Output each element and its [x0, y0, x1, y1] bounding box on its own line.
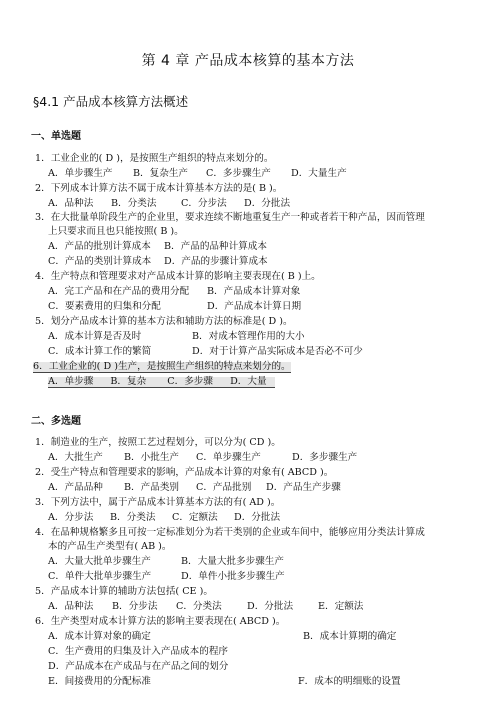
option: B．小批生产	[124, 452, 180, 463]
option: B．分类法	[111, 198, 157, 209]
option: A．品种法	[48, 601, 94, 612]
option: C．分步法	[181, 198, 227, 209]
option: A．大量大批单步骤生产	[48, 556, 151, 567]
option: E．定额法	[318, 601, 364, 612]
option: C．单件大批单步骤生产	[48, 571, 152, 582]
question: 1．制造业的生产，按照工艺过程划分，可以分为( CD )。	[35, 437, 281, 448]
question-continued: 本的产品生产类型有( AB )。	[48, 541, 172, 552]
option: D．大量	[230, 376, 267, 387]
question: 6．生产类型对成本计算方法的影响主要表现在( ABCD )。	[35, 616, 286, 627]
option: D．分批法	[244, 198, 291, 209]
option: F．成本的明细账的设置	[298, 676, 401, 687]
option: A．分步法	[48, 512, 94, 523]
question: 2．受生产特点和管理要求的影响，产品成本计算的对象有( ABCD )。	[35, 467, 334, 478]
option-row-highlighted	[48, 377, 275, 388]
option: C．多步骤	[167, 376, 213, 387]
option: C．成本计算工作的繁简	[48, 346, 152, 357]
single-choice-heading: 一、单选题	[31, 131, 81, 142]
option: A．大批生产	[48, 452, 103, 463]
option: C．定额法	[172, 512, 218, 523]
option: B．分步法	[112, 601, 158, 612]
option: C．产品批别	[196, 482, 252, 493]
option: D．产品成本在产成品与在产品之间的划分	[48, 661, 229, 672]
option: C．要素费用的归集和分配	[48, 301, 161, 312]
option: B．产品的品种计算成本	[164, 241, 267, 252]
option: D．分批法	[247, 601, 294, 612]
option: D．产品的步骤计算成本	[164, 256, 268, 267]
question-continued: 上只要求而且也只能按照( B )。	[48, 226, 184, 237]
option: B．复杂生产	[133, 168, 189, 179]
question: 4．生产特点和管理要求对产品成本计算的影响主要表现在( B )上。	[35, 271, 321, 282]
question: 4．在品种规格繁多且可按一定标准划分为若干类别的企业或车间中，能够应用分类法计算成	[35, 527, 425, 538]
option: C．多步骤生产	[206, 168, 271, 179]
option: C．分类法	[176, 601, 222, 612]
option: B．大量大批多步骤生产	[181, 556, 284, 567]
question: 5．划分产品成本计算的基本方法和辅助方法的标准是( D )。	[35, 316, 293, 327]
option: C．单步骤生产	[196, 452, 261, 463]
question: 3．在大批量单阶段生产的企业里，要求连续不断地重复生产一种或者若干种产品，因而管理	[35, 212, 425, 223]
option: D．产品成本计算日期	[207, 301, 302, 312]
option: A．品种法	[48, 198, 94, 209]
question: 2．下列成本计算方法不属于成本计算基本方法的是( B )。	[35, 183, 283, 194]
option: A．单步骤	[48, 376, 94, 387]
option: B．分类法	[110, 512, 156, 523]
option: B．复杂	[110, 376, 147, 387]
option: B．产品类别	[124, 482, 180, 493]
question-highlighted: 6．工业企业的( D )生产，是按照生产组织的特点来划分的。	[33, 361, 291, 372]
option: B．产品成本计算对象	[207, 286, 301, 297]
option: A．成本计算是否及时	[48, 331, 142, 342]
option: D．大量生产	[291, 168, 347, 179]
option: A．完工产品和在产品的费用分配	[48, 286, 190, 297]
option: A．产品品种	[48, 482, 103, 493]
option: C．生产费用的归集及计入产品成本的程序	[48, 646, 229, 657]
option: D．对于计算产品实际成本是否必不可少	[192, 346, 363, 357]
option: A．成本计算对象的确定	[48, 631, 151, 642]
option: B．对成本管理作用的大小	[192, 331, 305, 342]
option: D．单件小批多步骤生产	[181, 571, 285, 582]
question: 5．产品成本计算的辅助方法包括( CE )。	[35, 586, 213, 597]
option: D．产品生产步骤	[266, 482, 341, 493]
chapter-title: 第 4 章 产品成本核算的基本方法	[141, 53, 355, 69]
question: 3．下列方法中，属于产品成本计算基本方法的有( AD )。	[35, 497, 281, 508]
multi-choice-heading: 二、多选题	[31, 416, 81, 427]
option: D．多步骤生产	[292, 452, 358, 463]
option: D．分批法	[234, 512, 281, 523]
option: A．产品的批别计算成本	[48, 241, 151, 252]
option: C．产品的类别计算成本	[48, 256, 152, 267]
section-title: §4.1 产品成本核算方法概述	[33, 94, 189, 109]
option: A．单步骤生产	[48, 168, 113, 179]
option: E．间接费用的分配标准	[48, 676, 151, 687]
option: B．成本计算期的确定	[303, 631, 397, 642]
question: 1．工业企业的( D )，是按照生产组织的特点来划分的。	[35, 153, 274, 164]
